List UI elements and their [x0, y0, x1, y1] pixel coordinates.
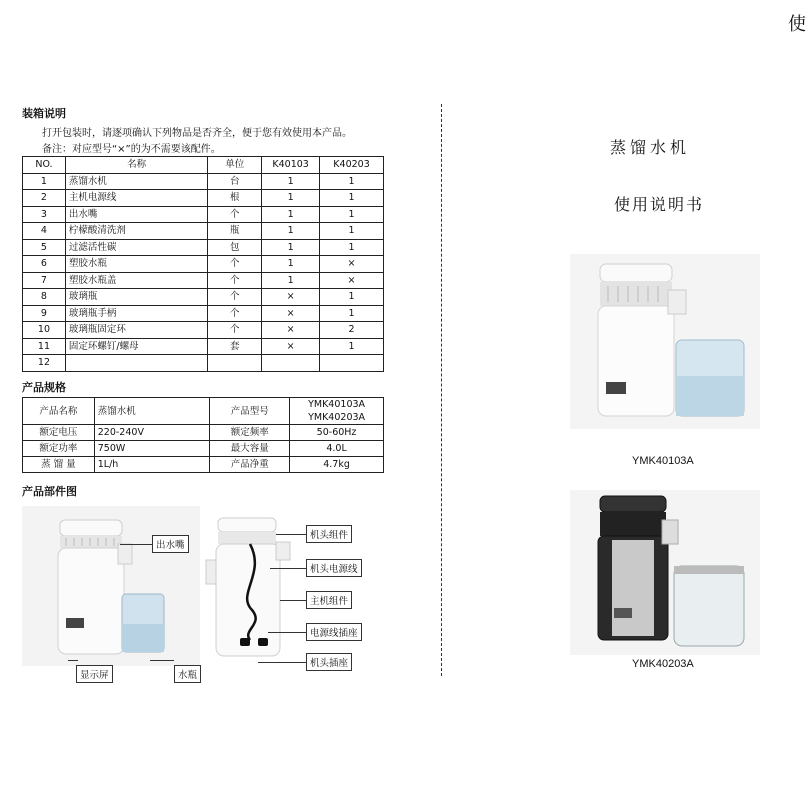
packing-cell: 1: [262, 190, 320, 207]
packing-cell: 个: [208, 322, 262, 339]
callout-main-assembly: 主机组件: [306, 591, 352, 609]
callout-line: [280, 600, 306, 601]
spec-cell: 额定频率: [210, 425, 290, 441]
packing-cell: 11: [23, 338, 66, 355]
packing-cell: ×: [262, 289, 320, 306]
spec-cell: 4.0L: [290, 441, 384, 457]
distiller-photo-right: [206, 514, 316, 664]
packing-table: [22, 156, 384, 372]
packing-cell: 主机电源线: [65, 190, 207, 207]
cover-subtitle: 使用说明书: [614, 195, 705, 214]
packing-cell: 蒸馏水机: [65, 173, 207, 190]
callout-bottle: 水瓶: [174, 665, 201, 683]
packing-cell: 1: [262, 239, 320, 256]
packing-cell: 个: [208, 256, 262, 273]
packing-cell: 过滤活性碳: [65, 239, 207, 256]
packing-cell: 玻璃瓶: [65, 289, 207, 306]
packing-cell: 塑胶水瓶: [65, 256, 207, 273]
packing-cell: ×: [320, 256, 384, 273]
spec-cell: 产品净重: [210, 457, 290, 473]
spec-cell: 220-240V: [94, 425, 210, 441]
page-divider: [441, 104, 442, 676]
packing-cell: 8: [23, 289, 66, 306]
spec-cell: 蒸馏水机: [94, 398, 210, 425]
packing-cell: 出水嘴: [65, 206, 207, 223]
spec-row: [23, 425, 384, 441]
callout-line: [268, 632, 306, 633]
packing-cell: 柠檬酸清洗剂: [65, 223, 207, 240]
callout-display: 显示屏: [76, 665, 113, 683]
spec-row: [23, 398, 384, 425]
packing-cell: 个: [208, 206, 262, 223]
spec-cell: 最大容量: [210, 441, 290, 457]
packing-cell: 1: [262, 272, 320, 289]
packing-cell: ×: [262, 322, 320, 339]
packing-cell: 瓶: [208, 223, 262, 240]
callout-socket: 电源线插座: [306, 623, 362, 641]
packing-note-1: 打开包装时，请逐项确认下列物品是否齐全，便于您有效使用本产品。: [42, 128, 352, 139]
packing-header: K40103: [262, 157, 320, 174]
packing-cell: 1: [23, 173, 66, 190]
cover-title: 蒸馏水机: [610, 138, 691, 157]
callout-line: [258, 662, 306, 663]
spec-row: [23, 441, 384, 457]
packing-row: [23, 272, 384, 289]
packing-cell: 1: [320, 190, 384, 207]
callout-line: [120, 544, 152, 545]
packing-header: K40203: [320, 157, 384, 174]
callout-head-assembly: 机头组件: [306, 525, 352, 543]
packing-cell: 1: [320, 338, 384, 355]
packing-cell: 固定环螺钉/螺母: [65, 338, 207, 355]
packing-row: [23, 338, 384, 355]
packing-cell: 1: [262, 206, 320, 223]
spec-cell: YMK40103A YMK40203A: [290, 398, 384, 425]
packing-cell: 塑胶水瓶盖: [65, 272, 207, 289]
packing-cell: 2: [320, 322, 384, 339]
product-photo-white: [570, 254, 760, 429]
callout-line: [276, 534, 306, 535]
packing-cell: 个: [208, 289, 262, 306]
spec-cell: 额定电压: [23, 425, 95, 441]
packing-cell: 套: [208, 338, 262, 355]
packing-header: 名称: [65, 157, 207, 174]
packing-row: [23, 190, 384, 207]
packing-cell: 1: [320, 239, 384, 256]
packing-row: [23, 173, 384, 190]
packing-cell: 个: [208, 272, 262, 289]
packing-note-2: 备注：对应型号“×”的为不需要该配件。: [42, 144, 221, 155]
spec-cell: 50-60Hz: [290, 425, 384, 441]
callout-head-cable: 机头电源线: [306, 559, 362, 577]
distiller-photo-left: [22, 506, 200, 666]
packing-cell: 1: [262, 256, 320, 273]
spec-cell: 1L/h: [94, 457, 210, 473]
packing-row: [23, 305, 384, 322]
packing-row: [23, 322, 384, 339]
packing-cell: 4: [23, 223, 66, 240]
packing-row: [23, 206, 384, 223]
packing-cell: 1: [320, 289, 384, 306]
packing-cell: 1: [320, 206, 384, 223]
packing-cell: 2: [23, 190, 66, 207]
packing-row: [23, 289, 384, 306]
packing-cell: 10: [23, 322, 66, 339]
packing-cell: 6: [23, 256, 66, 273]
packing-cell: 5: [23, 239, 66, 256]
packing-header: 单位: [208, 157, 262, 174]
model-label-b: YMK40203A: [632, 658, 694, 670]
blank-bottom-area: [0, 690, 800, 800]
packing-cell: 1: [262, 223, 320, 240]
spec-cell: 额定功率: [23, 441, 95, 457]
product-photo-black: [570, 490, 760, 655]
callout-line: [270, 568, 306, 569]
spec-cell: 产品型号: [210, 398, 290, 425]
spec-cell: 产品名称: [23, 398, 95, 425]
packing-cell: 玻璃瓶固定环: [65, 322, 207, 339]
packing-cell: 7: [23, 272, 66, 289]
packing-cell: [262, 355, 320, 372]
packing-cell: 12: [23, 355, 66, 372]
specs-heading: 产品规格: [22, 381, 66, 394]
packing-cell: 台: [208, 173, 262, 190]
packing-cell: [208, 355, 262, 372]
packing-row: [23, 256, 384, 273]
spec-cell: 750W: [94, 441, 210, 457]
packing-cell: [65, 355, 207, 372]
packing-cell: 3: [23, 206, 66, 223]
packing-row: [23, 239, 384, 256]
packing-cell: 包: [208, 239, 262, 256]
packing-cell: [320, 355, 384, 372]
spec-row: [23, 457, 384, 473]
spec-cell: 蒸 馏 量: [23, 457, 95, 473]
packing-cell: ×: [262, 338, 320, 355]
spec-cell: 4.7kg: [290, 457, 384, 473]
packing-cell: 1: [262, 173, 320, 190]
page-corner-char: 使: [788, 14, 806, 35]
packing-heading: 装箱说明: [22, 107, 66, 120]
packing-row: [23, 355, 384, 372]
packing-cell: ×: [262, 305, 320, 322]
model-label-a: YMK40103A: [632, 455, 694, 467]
packing-cell: 1: [320, 173, 384, 190]
packing-cell: 1: [320, 305, 384, 322]
packing-cell: 根: [208, 190, 262, 207]
packing-row: [23, 223, 384, 240]
callout-line: [150, 660, 174, 661]
packing-cell: 1: [320, 223, 384, 240]
packing-cell: 9: [23, 305, 66, 322]
specs-table: [22, 397, 384, 473]
callout-line: [68, 660, 78, 661]
parts-heading: 产品部件图: [22, 485, 77, 498]
packing-cell: ×: [320, 272, 384, 289]
packing-cell: 玻璃瓶手柄: [65, 305, 207, 322]
callout-head-socket: 机头插座: [306, 653, 352, 671]
packing-header: NO.: [23, 157, 66, 174]
callout-spout: 出水嘴: [152, 535, 189, 553]
packing-cell: 个: [208, 305, 262, 322]
